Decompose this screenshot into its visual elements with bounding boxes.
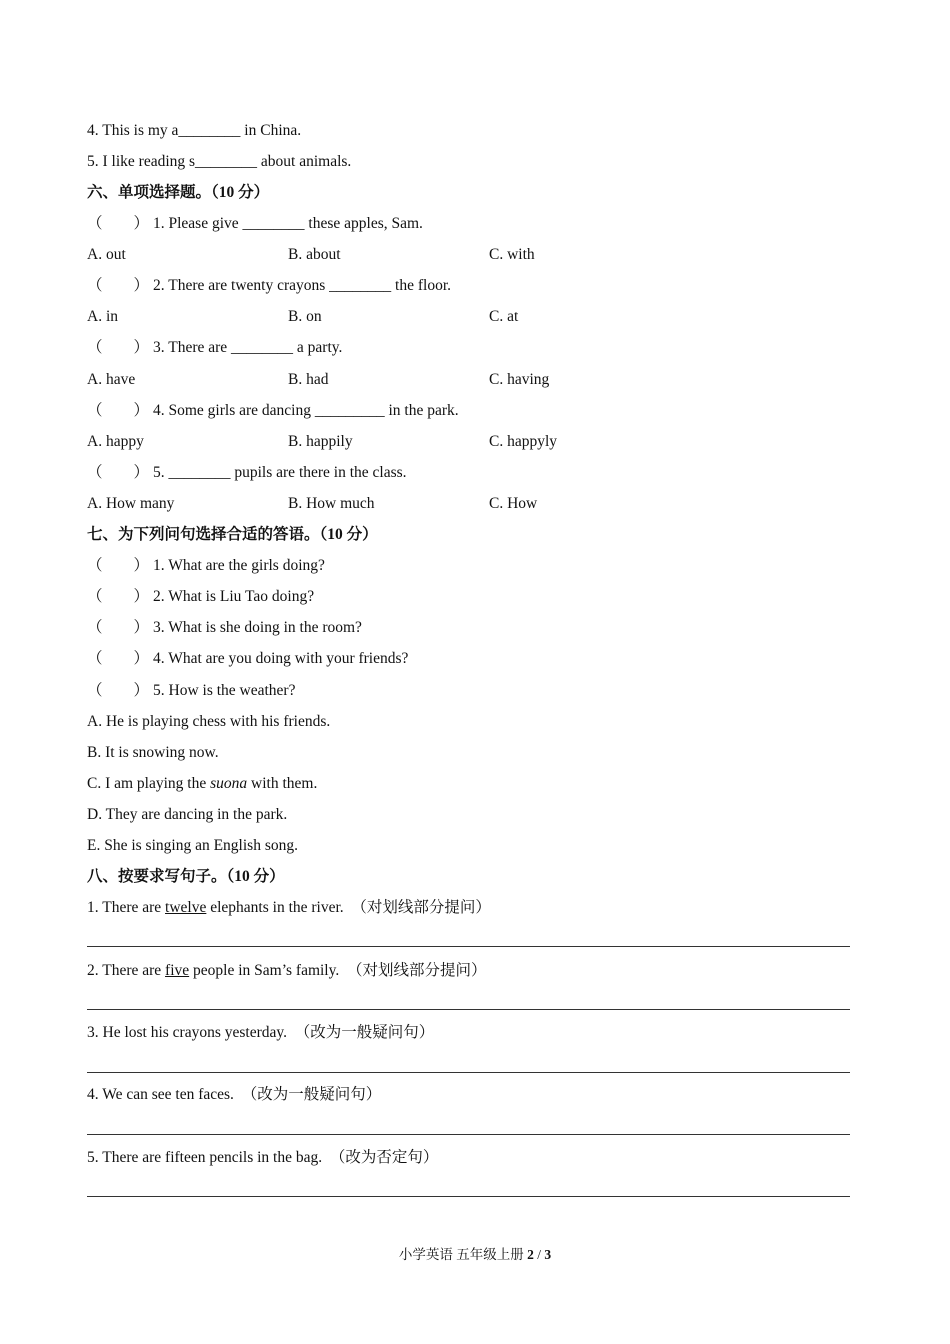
match-question-text: 2. What is Liu Tao doing? bbox=[153, 588, 315, 605]
answer-c-prefix: C. I am playing the bbox=[87, 775, 211, 792]
underlined-word: twelve bbox=[165, 899, 207, 916]
answer-line-3[interactable] bbox=[87, 1072, 850, 1073]
section-6-heading: 六、单项选择题。（10 分） bbox=[87, 184, 270, 201]
match-question-text: 4. What are you doing with your friends? bbox=[153, 650, 409, 667]
mc-question-5 bbox=[87, 463, 407, 483]
instruction-note: （对划线部分提问） bbox=[351, 899, 491, 916]
mc-question-text: 4. Some girls are dancing _________ in the park. bbox=[153, 402, 459, 419]
section-7-heading: 七、为下列问句选择合适的答语。（10 分） bbox=[87, 526, 378, 543]
underlined-word: five bbox=[165, 962, 190, 979]
rewrite-sentence-1 bbox=[87, 898, 491, 918]
instruction-note: （改为否定句） bbox=[329, 1149, 439, 1166]
match-answer-a: A. He is playing chess with his friends. bbox=[87, 713, 331, 730]
option-b: B. on bbox=[288, 308, 322, 325]
match-question-3 bbox=[87, 618, 362, 638]
rewrite-sentence-2 bbox=[87, 961, 487, 981]
mc-question-text: 5. ________ pupils are there in the class. bbox=[153, 464, 407, 481]
mc-options-2 bbox=[87, 307, 852, 327]
match-question-text: 5. How is the weather? bbox=[153, 682, 296, 699]
answer-paren[interactable]: （ ） bbox=[87, 557, 150, 574]
rewrite-sentence-4 bbox=[87, 1085, 381, 1105]
sentence-text: people in Sam’s family. bbox=[189, 962, 340, 979]
option-a: A. in bbox=[87, 308, 118, 325]
match-answer-e: E. She is singing an English song. bbox=[87, 837, 298, 854]
option-c: C. at bbox=[489, 308, 519, 325]
option-b: B. happily bbox=[288, 433, 353, 450]
sentence-text: 1. There are bbox=[87, 899, 166, 916]
sentence-text: 4. We can see ten faces. bbox=[87, 1086, 234, 1103]
option-a: A. out bbox=[87, 246, 126, 263]
rewrite-sentence-3 bbox=[87, 1023, 434, 1043]
section-8-heading: 八、按要求写句子。（10 分） bbox=[87, 868, 285, 885]
answer-line-4[interactable] bbox=[87, 1134, 850, 1135]
sentence-text: 2. There are bbox=[87, 962, 166, 979]
option-c: C. happyly bbox=[489, 433, 558, 450]
option-b: B. How much bbox=[288, 495, 375, 512]
answer-line-2[interactable] bbox=[87, 1009, 850, 1010]
footer-page-number: 2 bbox=[527, 1247, 534, 1262]
instruction-note: （改为一般疑问句） bbox=[241, 1086, 382, 1103]
fill-item-4: 4. This is my a________ in China. bbox=[87, 122, 302, 139]
option-c: C. with bbox=[489, 246, 535, 263]
mc-options-3 bbox=[87, 370, 852, 390]
page-footer bbox=[0, 1246, 950, 1264]
answer-paren[interactable]: （ ） bbox=[87, 682, 150, 699]
mc-question-1 bbox=[87, 214, 423, 234]
answer-paren[interactable]: （ ） bbox=[87, 588, 150, 605]
answer-paren[interactable]: （ ） bbox=[87, 619, 150, 636]
match-question-1 bbox=[87, 556, 325, 576]
match-answer-c bbox=[87, 774, 317, 794]
answer-paren[interactable]: （ ） bbox=[87, 402, 150, 419]
footer-total-pages: 3 bbox=[544, 1247, 552, 1262]
answer-paren[interactable]: （ ） bbox=[87, 277, 150, 294]
option-c: C. having bbox=[489, 371, 550, 388]
footer-separator: / bbox=[533, 1247, 545, 1262]
answer-paren[interactable]: （ ） bbox=[87, 464, 150, 481]
option-b: B. had bbox=[288, 371, 329, 388]
mc-options-4 bbox=[87, 432, 852, 452]
answer-line-1[interactable] bbox=[87, 946, 850, 947]
mc-question-3 bbox=[87, 338, 342, 358]
match-question-4 bbox=[87, 649, 408, 669]
rewrite-sentence-5 bbox=[87, 1148, 438, 1168]
answer-paren[interactable]: （ ） bbox=[87, 215, 150, 232]
sentence-text: elephants in the river. bbox=[206, 899, 344, 916]
instruction-note: （对划线部分提问） bbox=[347, 962, 487, 979]
mc-question-4 bbox=[87, 401, 459, 421]
option-a: A. How many bbox=[87, 495, 175, 512]
mc-options-1 bbox=[87, 245, 852, 265]
option-c: C. How bbox=[489, 495, 538, 512]
option-a: A. have bbox=[87, 371, 136, 388]
mc-question-2 bbox=[87, 276, 451, 296]
option-a: A. happy bbox=[87, 433, 144, 450]
option-b: B. about bbox=[288, 246, 341, 263]
match-question-text: 3. What is she doing in the room? bbox=[153, 619, 362, 636]
fill-item-5: 5. I like reading s________ about animals. bbox=[87, 153, 352, 170]
match-answer-d: D. They are dancing in the park. bbox=[87, 806, 288, 823]
mc-question-text: 1. Please give ________ these apples, Sam. bbox=[153, 215, 423, 232]
footer-subject: 小学英语 五年级上册 bbox=[398, 1247, 528, 1262]
match-question-2 bbox=[87, 587, 314, 607]
instruction-note: （改为一般疑问句） bbox=[294, 1024, 435, 1041]
match-question-5 bbox=[87, 681, 295, 701]
sentence-text: 5. There are fifteen pencils in the bag. bbox=[87, 1149, 323, 1166]
mc-question-text: 3. There are ________ a party. bbox=[153, 339, 343, 356]
answer-c-suffix: with them. bbox=[247, 775, 318, 792]
mc-options-5 bbox=[87, 494, 852, 514]
answer-paren[interactable]: （ ） bbox=[87, 650, 150, 667]
match-question-text: 1. What are the girls doing? bbox=[153, 557, 325, 574]
answer-c-italic: suona bbox=[210, 775, 248, 792]
answer-line-5[interactable] bbox=[87, 1196, 850, 1197]
mc-question-text: 2. There are twenty crayons ________ the floor. bbox=[153, 277, 452, 294]
sentence-text: 3. He lost his crayons yesterday. bbox=[87, 1024, 288, 1041]
answer-paren[interactable]: （ ） bbox=[87, 339, 150, 356]
match-answer-b: B. It is snowing now. bbox=[87, 744, 219, 761]
